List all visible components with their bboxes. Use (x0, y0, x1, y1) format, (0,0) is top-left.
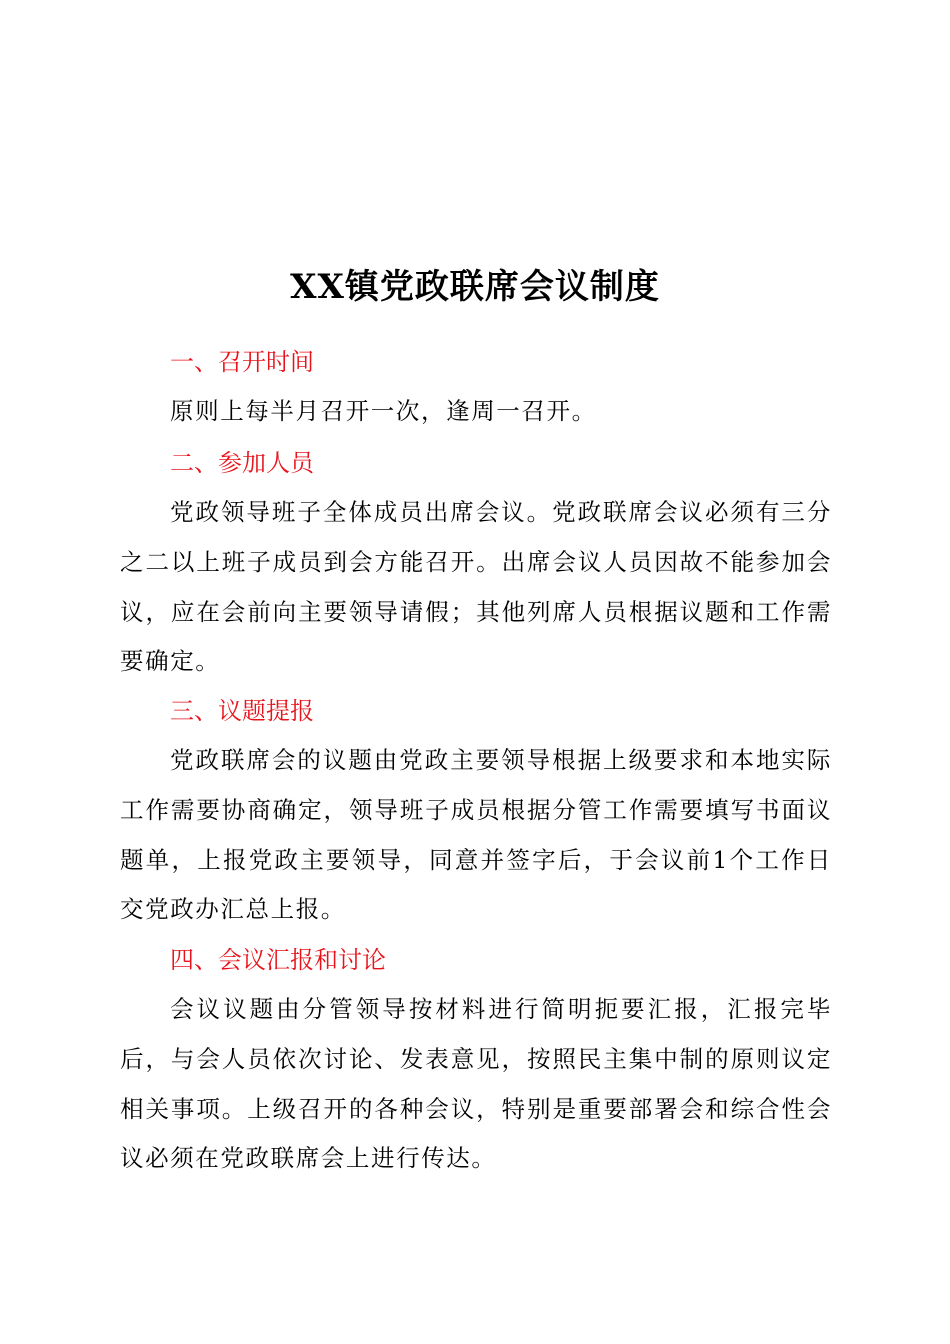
document-title: XX镇党政联席会议制度 (290, 267, 660, 307)
section-body: 党政联席会的议题由党政主要领导根据上级要求和本地实际工作需要协商确定，领导班子成员根据分管工作需要填写书面议题单，上报党政主要领导，同意并签字后，于会议前1个工作日交党政办汇总上报。 (120, 746, 832, 924)
section-heading: 二、参加人员 (170, 449, 314, 477)
section-body: 党政领导班子全体成员出席会议。党政联席会议必须有三分之二以上班子成员到会方能召开。出席会议人员因故不能参加会议，应在会前向主要领导请假；其他列席人员根据议题和工作需要确定。 (120, 498, 832, 676)
section-agenda-submission (120, 686, 832, 935)
section-attendees (120, 438, 832, 687)
section-meeting-time (120, 337, 832, 437)
section-heading: 三、议题提报 (170, 697, 314, 725)
section-heading: 四、会议汇报和讨论 (170, 946, 386, 974)
section-heading: 一、召开时间 (170, 348, 314, 376)
section-body: 原则上每半月召开一次，逢周一召开。 (170, 397, 597, 425)
section-report-discussion (120, 935, 832, 1184)
section-body: 会议议题由分管领导按材料进行简明扼要汇报，汇报完毕后，与会人员依次讨论、发表意见，按照民主集中制的原则议定相关事项。上级召开的各种会议，特别是重要部署会和综合性会议必须在党政联席会上进行传达。 (120, 995, 832, 1173)
